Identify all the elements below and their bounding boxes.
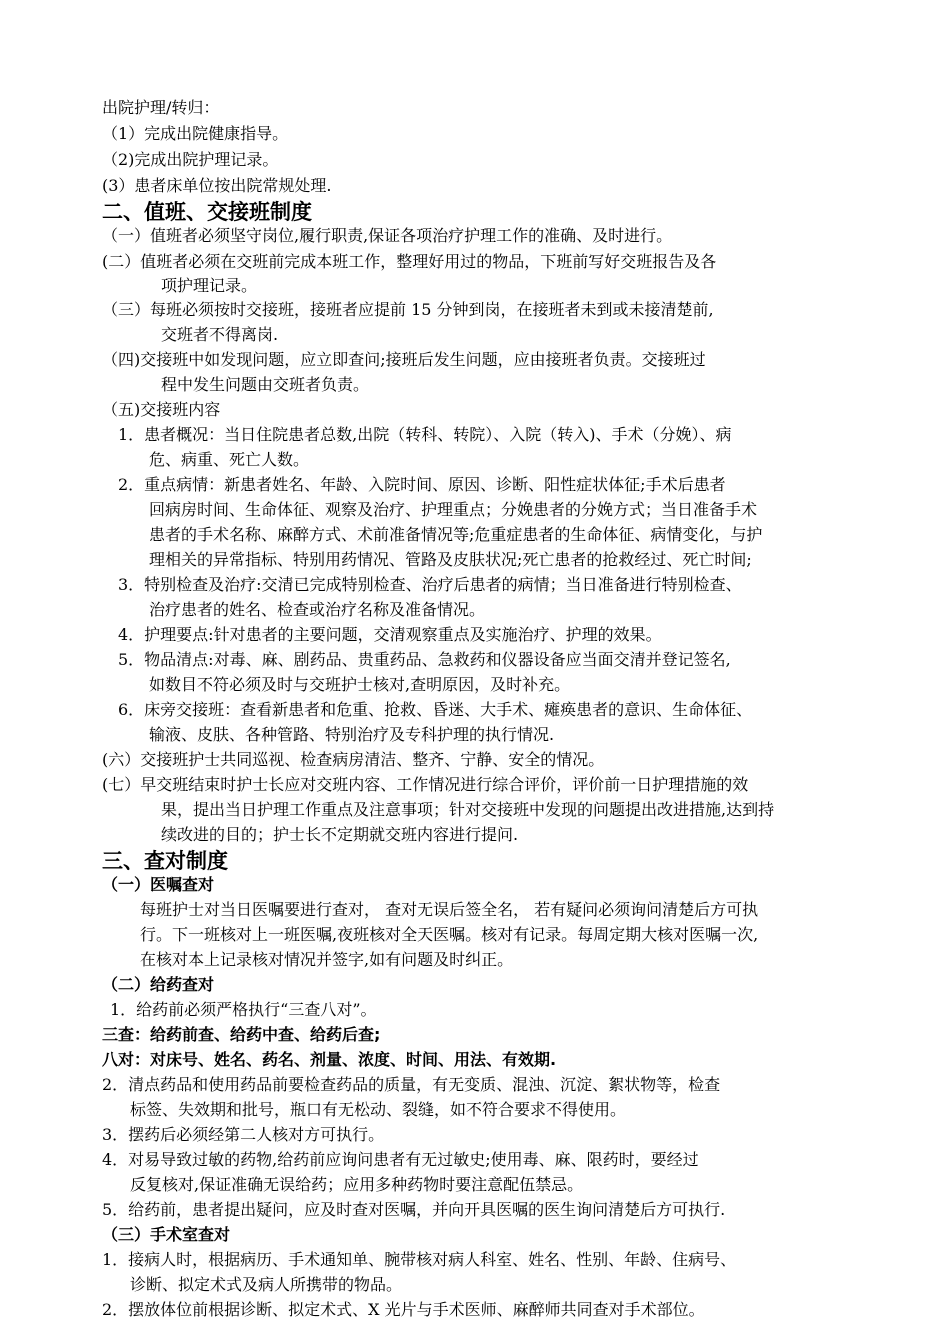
s2-item-3b: 治疗患者的姓名、检查或治疗名称及准备情况。 <box>149 600 486 619</box>
s2-para-1: （一）值班者必须坚守岗位,履行职责,保证各项治疗护理工作的准确、及时进行。 <box>102 226 673 245</box>
s2-item-3a: 3．特别检查及治疗:交清已完成特别检查、治疗后患者的病情；当日准备进行特别检查、 <box>118 575 742 594</box>
discharge-item-2: （2)完成出院护理记录。 <box>102 150 279 169</box>
s2-item-2c: 患者的手术名称、麻醉方式、术前准备情况等;危重症患者的生命体征、病情变化，与护 <box>149 525 763 544</box>
s3-sub-3: （三）手术室查对 <box>102 1225 231 1244</box>
s2-para-7b: 果，提出当日护理工作重点及注意事项；针对交接班中发现的问题提出改进措施,达到持 <box>161 800 775 819</box>
s2-item-6b: 输液、皮肤、各种管路、特别治疗及专科护理的执行情况. <box>149 725 555 744</box>
s3-g-4a: 4．对易导致过敏的药物,给药前应询问患者有无过敏史;使用毒、麻、限药时，要经过 <box>102 1150 699 1169</box>
s3-g-sancha: 三查：给药前查、给药中查、给药后查; <box>102 1025 381 1044</box>
s2-para-6: (六）交接班护士共同巡视、检查病房清洁、整齐、宁静、安全的情况。 <box>102 750 605 769</box>
s2-para-3a: （三）每班必须按时交接班，接班者应提前 15 分钟到岗，在接班者未到或未接清楚前, <box>102 300 714 319</box>
s2-item-2a: 2．重点病情：新患者姓名、年龄、入院时间、原因、诊断、阳性症状体征;手术后患者 <box>118 475 726 494</box>
s3-sub-2: （二）给药查对 <box>102 975 215 994</box>
discharge-item-1: （1）完成出院健康指导。 <box>102 124 289 143</box>
s2-para-7a: (七）早交班结束时护士长应对交班内容、工作情况进行综合评价，评价前一日护理措施的效 <box>102 775 749 794</box>
discharge-item-3: (3）患者床单位按出院常规处理. <box>102 176 332 195</box>
s2-para-5: （五)交接班内容 <box>102 400 221 419</box>
s3-g-5: 5．给药前，患者提出疑问，应及时查对医嘱，并向开具医嘱的医生询问清楚后方可执行. <box>102 1200 726 1219</box>
discharge-title: 出院护理/转归： <box>102 98 220 117</box>
s3-g-badui: 八对：对床号、姓名、药名、剂量、浓度、时间、用法、有效期. <box>102 1050 557 1069</box>
section3-heading: 三、查对制度 <box>102 849 228 873</box>
s3-g-2a: 2．清点药品和使用药品前要检查药品的质量，有无变质、混浊、沉淀、絮状物等，检查 <box>102 1075 721 1094</box>
section2-heading: 二、值班、交接班制度 <box>102 200 312 224</box>
s2-item-6a: 6．床旁交接班：查看新患者和危重、抢救、昏迷、大手术、瘫痪患者的意识、生命体征、 <box>118 700 753 719</box>
s2-para-2b: 项护理记录。 <box>161 276 258 295</box>
s3-g-1: 1．给药前必须严格执行“三查八对”。 <box>110 1000 377 1019</box>
s2-item-2d: 理相关的异常指标、特别用药情况、管路及皮肤状况;死亡患者的抢救经过、死亡时间; <box>149 550 752 569</box>
s2-para-4a: （四)交接班中如发现问题，应立即查问;接班后发生问题，应由接班者负责。交接班过 <box>102 350 706 369</box>
s3-s1-a: 每班护士对当日医嘱要进行查对， 查对无误后签全名， 若有疑问必须询问清楚后方可执 <box>140 900 759 919</box>
s3-s1-c: 在核对本上记录核对情况并签字,如有问题及时纠正。 <box>140 950 514 969</box>
s2-item-1b: 危、病重、死亡人数。 <box>149 450 310 469</box>
s2-item-1a: 1．患者概况：当日住院患者总数,出院（转科、转院）、入院（转入)、手术（分娩）、病 <box>118 425 732 444</box>
s3-g-4b: 反复核对,保证准确无误给药；应用多种药物时要注意配伍禁忌。 <box>130 1175 584 1194</box>
s3-s1-b: 行。下一班核对上一班医嘱,夜班核对全天医嘱。核对有记录。每周定期大核对医嘱一次, <box>140 925 759 944</box>
s2-item-5a: 5．物品清点:对毒、麻、剧药品、贵重药品、急救药和仪器设备应当面交清并登记签名, <box>118 650 731 669</box>
s3-g-3: 3．摆药后必须经第二人核对方可执行。 <box>102 1125 385 1144</box>
s3-o-2: 2．摆放体位前根据诊断、拟定术式、X 光片与手术医师、麻醉师共同查对手术部位。 <box>102 1300 705 1319</box>
s3-o-1a: 1．接病人时，根据病历、手术通知单、腕带核对病人科室、姓名、性别、年龄、住病号、 <box>102 1250 737 1269</box>
s2-item-2b: 回病房时间、生命体征、观察及治疗、护理重点；分娩患者的分娩方式；当日准备手术 <box>149 500 758 519</box>
s3-g-2b: 标签、失效期和批号，瓶口有无松动、裂缝，如不符合要求不得使用。 <box>130 1100 627 1119</box>
s3-o-1b: 诊断、拟定术式及病人所携带的物品。 <box>130 1275 403 1294</box>
s2-para-7c: 续改进的目的；护士长不定期就交班内容进行提问. <box>161 825 519 844</box>
s2-item-4: 4．护理要点:针对患者的主要问题，交清观察重点及实施治疗、护理的效果。 <box>118 625 662 644</box>
s2-para-4b: 程中发生问题由交班者负责。 <box>161 375 370 394</box>
s2-item-5b: 如数目不符必须及时与交班护士核对,查明原因，及时补充。 <box>149 675 571 694</box>
s3-sub-1: （一）医嘱查对 <box>102 875 215 894</box>
s2-para-2a: (二）值班者必须在交班前完成本班工作，整理好用过的物品，下班前写好交班报告及各 <box>102 252 717 271</box>
s2-para-3b: 交班者不得离岗. <box>161 325 279 344</box>
